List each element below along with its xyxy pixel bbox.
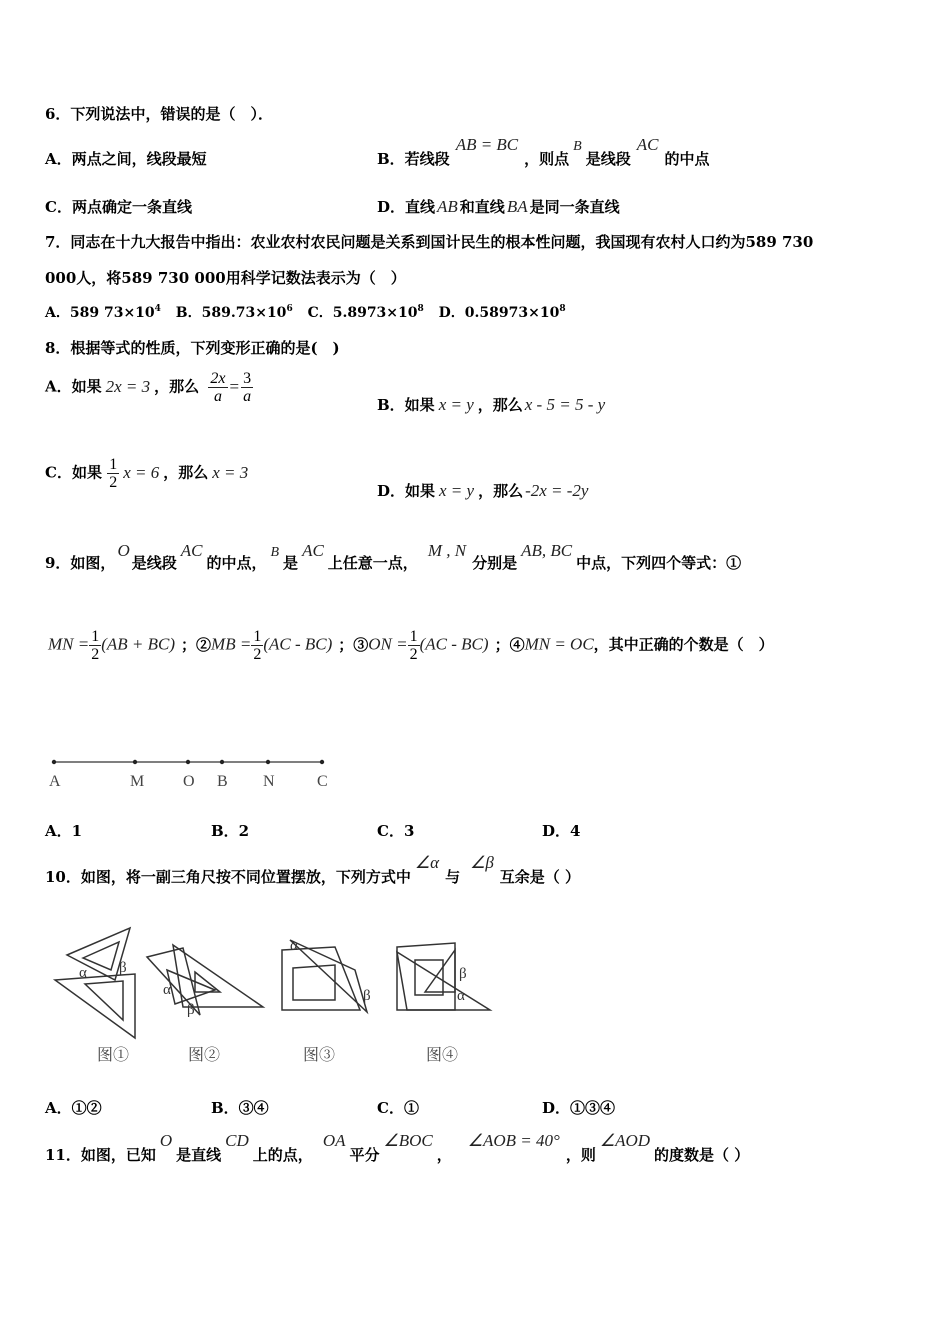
q9-point-label-m: M — [130, 773, 145, 790]
q9-point-b: B — [270, 545, 280, 560]
q6-b-equation: AB = BC — [455, 135, 519, 154]
q9-figure-points — [49, 760, 328, 790]
q9-eq1-left: MN = — [48, 634, 90, 654]
q8-a-equals: = — [229, 376, 240, 396]
q9-point-label-o: O — [183, 773, 195, 790]
q9-point-dot-b — [220, 760, 224, 764]
q11-stem — [45, 1130, 750, 1164]
q9-s2: 是线段 — [131, 554, 177, 572]
q10-angle-beta: ∠β — [470, 853, 494, 872]
q8-b-prefix: B．如果 — [377, 396, 435, 414]
q11-ray-oa: OA — [322, 1131, 346, 1150]
q11-angle-aod: ∠AOD — [599, 1131, 651, 1150]
q10-fig1-alpha: α — [79, 965, 87, 981]
q8-c-prefix: C．如果 — [45, 463, 102, 482]
q10-figure-captions — [97, 1046, 458, 1064]
q6-d-post: 是同一条直线 — [529, 198, 620, 216]
q11-s4: 平分 — [349, 1146, 380, 1164]
q10-fig2-alpha: α — [163, 982, 171, 998]
q11-line-cd: CD — [225, 1131, 249, 1150]
q9-eq4: MN = OC — [524, 634, 594, 654]
q9-point-o: O — [117, 541, 130, 560]
q9-s4: 是 — [283, 554, 299, 572]
q9-option-b: B．2 — [211, 822, 250, 840]
q6-b-mid2: 是线段 — [585, 150, 631, 168]
q8-d-result: -2x = -2y — [525, 481, 589, 500]
q9-eq3-right: (AC - BC) — [419, 634, 489, 654]
q9-segment-figure — [40, 750, 350, 795]
q9-segments-ab-bc: AB, BC — [521, 541, 573, 560]
q9-tail: ，其中正确的个数是（ ） — [593, 635, 774, 654]
q8-a-prefix: A．如果 — [45, 377, 102, 396]
q8-option-a — [45, 370, 253, 405]
q9-s5: 上任意一点， — [327, 554, 418, 572]
q8-d-mid: ，那么 — [478, 482, 524, 500]
q10-fig4-beta: β — [459, 966, 467, 982]
q10-angle-labels — [79, 938, 467, 1018]
q11-s3: 上的点， — [252, 1146, 313, 1164]
q6-d-prefix: D．直线 — [377, 198, 436, 216]
q10-stem — [45, 852, 581, 886]
q10-caption-2: 图② — [188, 1047, 221, 1064]
q10-fig3-beta: β — [363, 988, 371, 1004]
q9-points-mn: M , N — [427, 541, 467, 560]
q9-option-a: A．1 — [45, 822, 83, 840]
q8-a-equation: 2x = 3 — [105, 376, 151, 396]
q9-point-dot-n — [266, 760, 270, 764]
q7-option-a: A．589 $73\times 10^4$ — [45, 304, 161, 321]
q8-c-fraction: $\frac{1}{2}$ — [109, 456, 118, 491]
q9-s7: 中点，下列四个等式：① — [576, 554, 742, 572]
q8-a-fraction-right: $\frac{3}{a}$ — [243, 370, 252, 405]
q11-point-o: O — [159, 1131, 173, 1150]
q11-s5: ， — [436, 1146, 452, 1164]
q9-eq1-fraction: $\frac{1}{2}$ — [91, 628, 100, 663]
q9-eq3-left: ON = — [368, 634, 408, 654]
q11-angle-boc: ∠BOC — [383, 1131, 433, 1150]
q11-s6: ，则 — [565, 1146, 596, 1164]
q8-b-equation: x = y — [438, 395, 474, 414]
q9-point-label-a: A — [49, 773, 61, 790]
q10-fig1-beta: β — [119, 960, 127, 976]
q10-s3: 互余是（ ） — [499, 868, 581, 886]
q10-caption-3: 图③ — [303, 1047, 336, 1064]
q9-eq3-fraction: $\frac{1}{2}$ — [409, 628, 418, 663]
q8-option-b — [377, 394, 605, 415]
q9-point-dot-m — [133, 760, 137, 764]
q6-b-segment: AC — [636, 135, 659, 154]
q7-option-d: D．$0.58973\times 10^8$ — [438, 304, 566, 321]
q10-caption-4: 图④ — [426, 1047, 459, 1064]
q9-s6: 分别是 — [472, 554, 518, 572]
q10-s1: 10．如图，将一副三角尺按不同位置摆放，下列方式中 — [45, 868, 411, 886]
q10-figures — [45, 920, 505, 1070]
q8-option-d — [377, 480, 588, 501]
q10-option-a: A．①② — [45, 1099, 102, 1117]
q10-option-d: D．①③④ — [542, 1099, 616, 1117]
q11-angle-aob: ∠AOB = 40° — [467, 1131, 560, 1150]
q7-option-c: C．$5.8973\times 10^8$ — [307, 304, 424, 321]
q10-fig4-alpha: α — [457, 988, 465, 1004]
q8-a-mid: ，那么 — [154, 377, 200, 396]
q9-point-dot-a — [52, 760, 56, 764]
q8-d-equation: x = y — [439, 481, 475, 500]
q7-options — [45, 302, 566, 322]
q8-c-result: x = 3 — [212, 462, 249, 482]
q10-figure-4 — [397, 943, 490, 1010]
q6-d-line1: AB — [437, 197, 458, 216]
q10-figure-1 — [55, 928, 135, 1038]
q9-eq2-left: MB = — [211, 634, 252, 654]
q6-option-d — [377, 196, 620, 217]
q10-option-b: B．③④ — [211, 1099, 269, 1117]
q6-d-mid: 和直线 — [459, 198, 505, 216]
q9-equations — [48, 628, 774, 663]
q9-segment-ac: AC — [180, 541, 203, 560]
q8-option-c — [45, 456, 248, 491]
q8-b-mid: ，那么 — [477, 396, 523, 414]
q9-point-label-n: N — [263, 773, 275, 790]
q11-s1: 11．如图，已知 — [45, 1146, 156, 1164]
q9-segment-ac-2: AC — [302, 541, 324, 560]
q7-option-b: B．$589.73\times 10^6$ — [175, 304, 293, 321]
q6-option-b — [377, 134, 710, 168]
q9-s3: 的中点， — [206, 554, 267, 572]
q9-eq2-fraction: $\frac{1}{2}$ — [253, 628, 262, 663]
q8-c-equation: x = 6 — [123, 462, 160, 482]
q10-option-c: C．① — [377, 1099, 419, 1117]
q10-fig3-alpha: α — [290, 938, 298, 954]
q9-sep2: ；② — [181, 635, 212, 654]
q9-stem — [45, 540, 742, 572]
q8-d-prefix: D．如果 — [377, 482, 436, 500]
q10-caption-1: 图① — [97, 1047, 130, 1064]
q9-option-d: D．4 — [542, 822, 581, 840]
q9-point-label-c: C — [317, 773, 328, 790]
q10-s2: 与 — [445, 868, 461, 886]
q9-s1: 9．如图， — [45, 554, 116, 572]
q9-option-c: C．3 — [377, 822, 415, 840]
q6-d-line2: BA — [506, 197, 528, 216]
q11-s7: 的度数是（ ） — [654, 1146, 750, 1164]
q6-option-c: C．两点确定一条直线 — [45, 198, 192, 216]
q6-b-point: B — [573, 139, 582, 154]
q9-sep3: ；③ — [338, 635, 369, 654]
q10-fig2-beta: β — [187, 1002, 195, 1018]
q6-option-a: A．两点之间，线段最短 — [45, 150, 207, 168]
q8-c-mid: ，那么 — [163, 463, 209, 482]
q7-stem-line1: 7．同志在十九大报告中指出：农业农村农民问题是关系到国计民生的根本性问题，我国现有农村人口约为589 730 — [45, 233, 814, 251]
q9-eq2-right: (AC - BC) — [263, 634, 333, 654]
q6-b-prefix: B．若线段 — [377, 150, 450, 168]
q10-angle-alpha: ∠α — [414, 853, 440, 872]
q8-stem: 8．根据等式的性质，下列变形正确的是( ) — [45, 339, 340, 357]
q9-eq1-right: (AB + BC) — [101, 634, 176, 654]
q9-point-label-b: B — [217, 773, 228, 790]
q6-b-mid: ，则点 — [524, 150, 570, 168]
q11-s2: 是直线 — [176, 1146, 222, 1164]
q9-point-dot-c — [320, 760, 324, 764]
q8-a-fraction-left: $\frac{2x}{a}$ — [210, 370, 226, 405]
q6-stem: 6．下列说法中，错误的是（ ）． — [45, 105, 273, 123]
q9-point-dot-o — [186, 760, 190, 764]
q6-b-post: 的中点 — [664, 150, 710, 168]
q7-stem-line2: 000人，将589 730 000用科学记数法表示为（ ） — [45, 269, 406, 287]
q8-b-result: x - 5 = 5 - y — [524, 395, 606, 414]
q10-figure-2 — [147, 945, 263, 1015]
q9-sep4: ；④ — [494, 635, 525, 654]
